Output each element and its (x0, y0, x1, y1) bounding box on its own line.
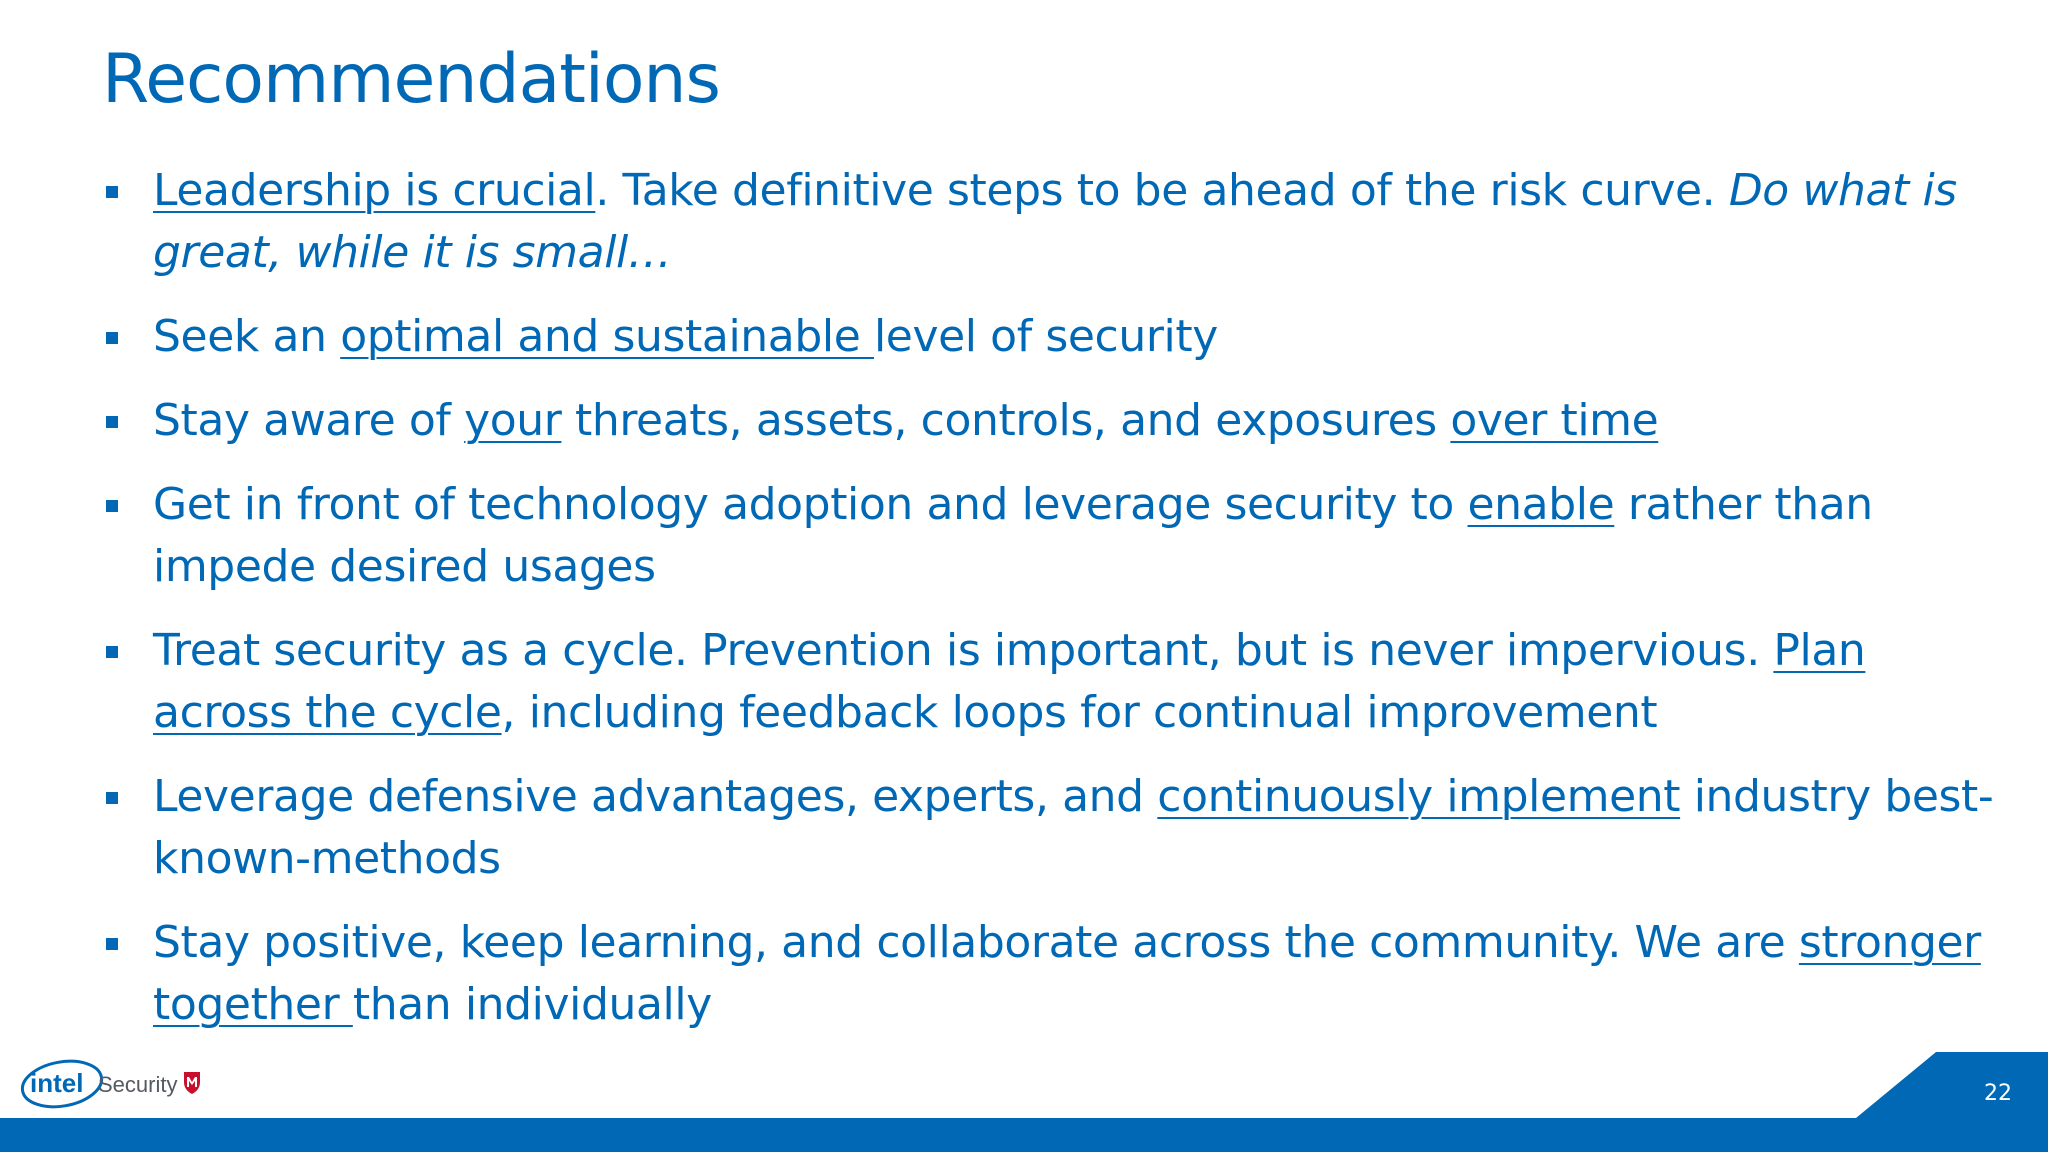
intel-wordmark: intel (30, 1068, 84, 1098)
underlined-phrase: over time (1450, 395, 1659, 446)
bullet-item (102, 160, 2002, 284)
bullet-text: . Take definitive steps to be ahead of the risk curve. (595, 165, 1729, 216)
bullet-text: industry best-known-methods (153, 771, 1994, 884)
bullet-item (102, 474, 2002, 598)
underlined-phrase: continuously implement (1157, 771, 1681, 822)
bullet-square-icon (106, 332, 118, 344)
underlined-phrase: stronger together (153, 917, 1981, 1030)
bullet-text: Get in front of technology adoption and leverage security to (153, 479, 1468, 530)
bullet-item (102, 306, 2002, 368)
security-wordmark: Security (98, 1072, 178, 1097)
footer-bar (0, 1052, 2048, 1152)
bullet-text: rather than impede desired usages (153, 479, 1873, 592)
bullet-square-icon (106, 416, 118, 428)
underlined-phrase: optimal and sustainable (340, 311, 874, 362)
bullet-text: , including feedback loops for continual improvement (501, 687, 1658, 738)
italic-phrase: Do what is great, while it is small… (153, 165, 1957, 278)
bullet-square-icon (106, 646, 118, 658)
underlined-phrase: enable (1467, 479, 1615, 530)
bullet-text: Seek an (153, 311, 341, 362)
page-number: 22 (1984, 1081, 2012, 1106)
underlined-phrase: your (464, 395, 562, 446)
underlined-phrase: Plan across the cycle (153, 625, 1866, 738)
bullet-text: Stay aware of (153, 395, 465, 446)
bullet-square-icon (106, 792, 118, 804)
bullet-item (102, 912, 2002, 1036)
bullet-text: threats, assets, controls, and exposures (561, 395, 1451, 446)
bullet-text: than individually (352, 979, 712, 1030)
bullet-text: Leverage defensive advantages, experts, and (153, 771, 1158, 822)
bullet-square-icon (106, 938, 118, 950)
bullet-text: Stay positive, keep learning, and collaborate across the community. We are (153, 917, 1799, 968)
bullet-square-icon (106, 500, 118, 512)
bullet-list (102, 160, 2002, 1058)
bullet-item (102, 620, 2002, 744)
bullet-item (102, 766, 2002, 890)
bullet-text: Treat security as a cycle. Prevention is important, but is never impervious. (153, 625, 1774, 676)
bullet-text: level of security (873, 311, 1218, 362)
bullet-item (102, 390, 2002, 452)
slide-title: Recommendations (102, 40, 720, 119)
bullet-square-icon (106, 186, 118, 198)
underlined-phrase: Leadership is crucial (153, 165, 596, 216)
